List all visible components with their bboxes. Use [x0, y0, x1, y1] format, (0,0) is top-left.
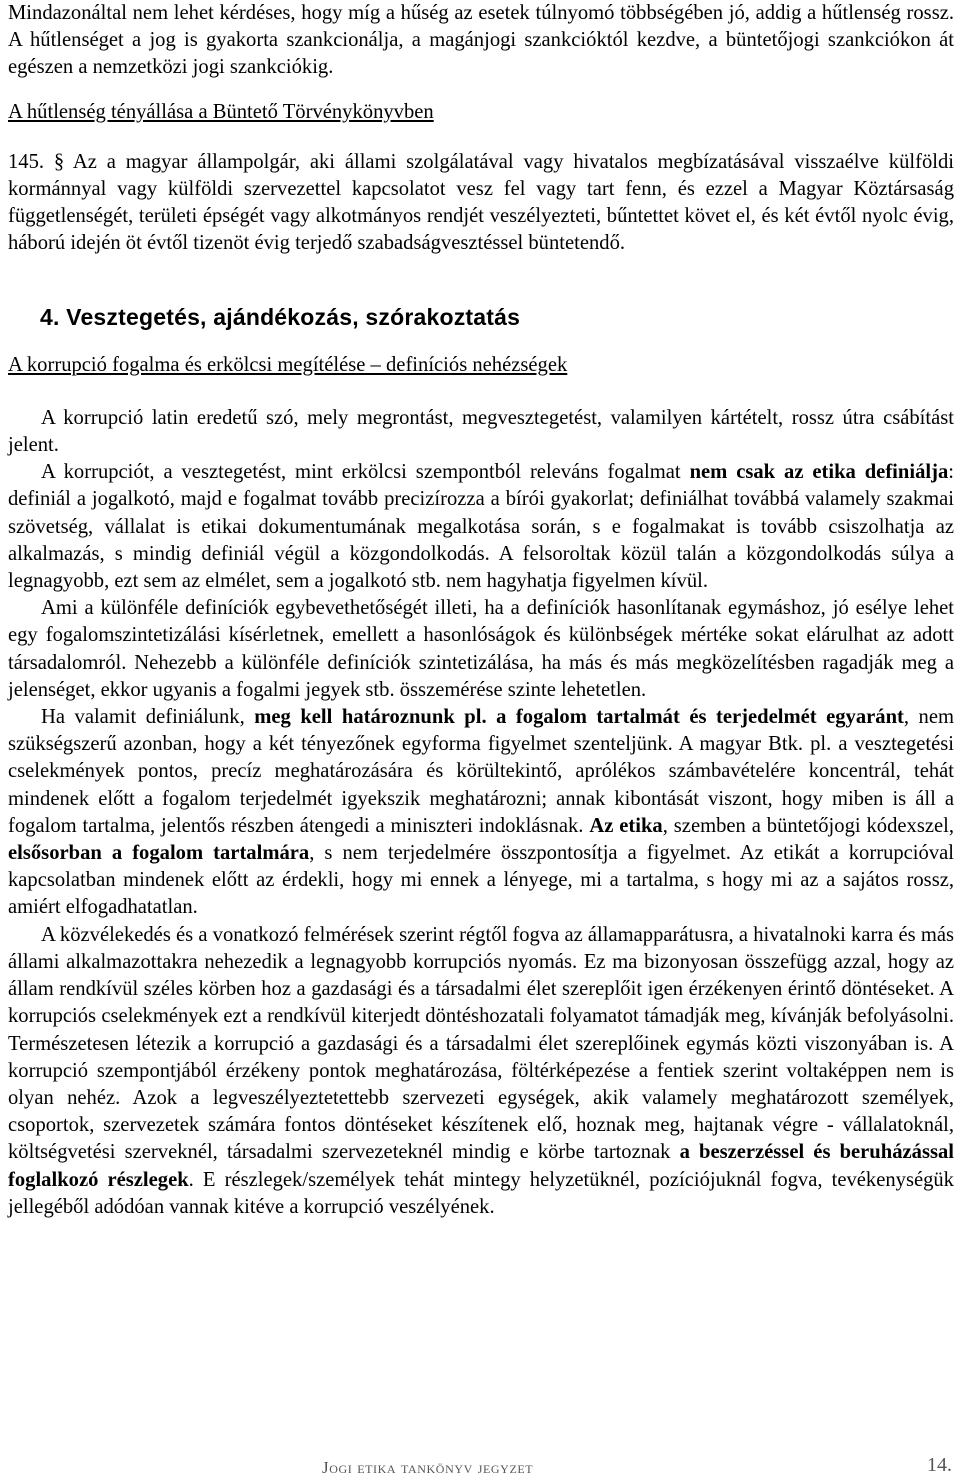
text-run: A korrupciót, a vesztegetést, mint erkölcsi szempontból releváns fogalmat: [41, 461, 690, 484]
footer-title: Jogi etika tankönyv jegyzet: [322, 1458, 534, 1477]
text-run: A közvélekedés és a vonatkozó felmérések szerint régtől fogva az államapparátusra, a hivatalnoki karra és más állami alkalmazottakra nehezedik a legnagyobb korrupciós nyomás. Ez ma bizonyosan összefügg azzal, hogy az állam rendkívül széles körben hoz a gazdasági és a társadalmi élet szereplőit igen érzékenyen érintő döntéseket. A korrupciós cselekmények ezt a rendkívül kiterjedt döntéshozatali folyamatot támadják meg, kívánják befolyásolni. Természetesen létezik a korrupció a gazdasági és a társadalmi élet szereplőinek egymás közti viszonyában is. A korrupció szempontjából érzékeny pontok meghatározása, föltérképezése a fentiek szerint voltaképpen nem is olyan nehéz. Azok a legveszélyeztetettebb szervezeti egységek, akik valamely meghatározott személyek, csoportok, szervezetek számára fontos döntéseket készítenek elő, hoznak meg, hajtanak végre - vállalatoknál, költségvetési szerveknél, társadalmi szervezeteknél mindig e körbe tartoznak: [8, 923, 954, 1164]
bold-text-run: nem csak az etika definiálja: [689, 461, 949, 484]
bold-text-run: Az etika: [589, 814, 663, 837]
spacer: [8, 126, 954, 149]
spacer: [8, 379, 954, 405]
subheading-btk-hutlenseg: A hűtlenség tényállása a Büntető Törvénykönyvben: [8, 100, 434, 123]
bold-text-run: meg kell határoznunk pl. a fogalom tartalmát és terjedelmét egyaránt: [254, 706, 904, 729]
paragraph-tartalom-terjedelem: [8, 704, 954, 922]
document-page: [8, 0, 954, 1221]
paragraph-latin-eredet: A korrupció latin eredetű szó, mely megrontást, megvesztegetést, valamilyen kártételt, rossz útra csábítást jelent.: [8, 406, 954, 457]
intro-paragraph: Mindazonáltal nem lehet kérdéses, hogy míg a hűség az esetek túlnyomó többségében jó, addig a hűtlenség rossz. A hűtlenséget a jog is gyakorta szankcionálja, a magánjogi szankcióktól kezdve, a büntetőjogi szankciókon át egészen a nemzetközi jogi szankciókig.: [8, 2, 954, 79]
subheading-korrupcio-fogalma: A korrupció fogalma és erkölcsi megítélése – definíciós nehézségek: [8, 353, 568, 376]
page-number: 14.: [927, 1454, 952, 1476]
section-title: 4. Vesztegetés, ajándékozás, szórakoztatás: [40, 303, 521, 330]
text-run: . E részlegek/személyek tehát mintegy helyzetüknél, pozíciójuknál fogva, tevékenységük jellegéből adódóan vannak kitéve a korrupció veszélyének.: [8, 1168, 954, 1218]
text-run: Ha valamit definiálunk,: [41, 706, 255, 729]
text-run: , s nem terjedelmére összpontosítja a figyelmet. Az etikát a korrupcióval kapcsolatban mindenek előtt az érdekli, hogy mi ennek a lényege, mi a tartalma, s hogy mi az a sajátos rossz, amiért elfogadhatatlan.: [8, 842, 954, 919]
spacer: [8, 332, 954, 352]
text-run: : definiál a jogalkotó, majd e fogalmat tovább precizírozza a bírói gyakorlat; definiálhat továbbá valamely szakmai szövetség, vállalat is etikai dokumentumának megalkotása során, s e fogalmakat is tovább csiszolhatja az alkalmazás, s mindig definiál végül a közgondolkodás. A felsoroltak közül talán a közgondolkodás súlya a legnagyobb, ezt sem az elmélet, sem a jogalkotó stb. nem hagyhatja figyelmen kívül.: [8, 461, 954, 593]
spacer: [8, 258, 954, 302]
law-paragraph-145: [8, 149, 954, 258]
section-number: 145. §: [8, 150, 65, 173]
paragraph-egybevethetoseg: Ami a különféle definíciók egybevethetőségét illeti, ha a definíciók hasonlítanak egymáshoz, jó esélye lehet egy fogalomszintetizálási kísérletnek, emellett a hasonlóságok és különbségek mértéke sokat elárulhat az adott társadalomról. Nehezebb a különféle definíciók szintetizálása, ha más és más megközelítésben ragadják meg a jelenséget, ekkor ugyanis a fogalmi jegyek stb. összemérése szinte lehetetlen.: [8, 597, 954, 701]
law-text: Az a magyar állampolgár, aki állami szolgálatával vagy hivatalos megbízatásával visszaélve külföldi kormánnyal vagy külföldi szervezettel kapcsolatot vesz fel vagy tart fenn, és ezzel a Magyar Köztársaság függetlenségét, területi épségét vagy alkotmányos rendjét veszélyezteti, bűntettet követ el, és két évtől nyolc évig, háború idején öt évtől tizenöt évig terjedő szabadságvesztéssel büntetendő.: [8, 150, 955, 255]
page-footer: [8, 1452, 952, 1476]
text-run: , nem szükségszerű azonban, hogy a két tényezőnek egyforma figyelmet szenteljünk. A magyar Btk. pl. a vesztegetési cselekmények pontos, precíz meghatározására és körültekintő, aprólékos számbavételére koncentrál, tehát mindenek előtt a fogalom terjedelmét igyekszik meghatározni; annak kibontását viszont, hogy miben is áll a fogalom tartalma, jelentős részben átengedi a miniszteri indoklásnak.: [8, 706, 954, 837]
bold-text-run: a beszerzéssel és beruházással foglalkozó részlegek: [8, 1141, 954, 1191]
text-run: , szemben a büntetőjogi kódexszel,: [662, 814, 954, 837]
paragraph-kozvelekedes: [8, 922, 954, 1221]
paragraph-definialas: [8, 459, 954, 595]
spacer: [8, 82, 954, 99]
bold-text-run: elsősorban a fogalom tartalmára: [8, 842, 310, 865]
